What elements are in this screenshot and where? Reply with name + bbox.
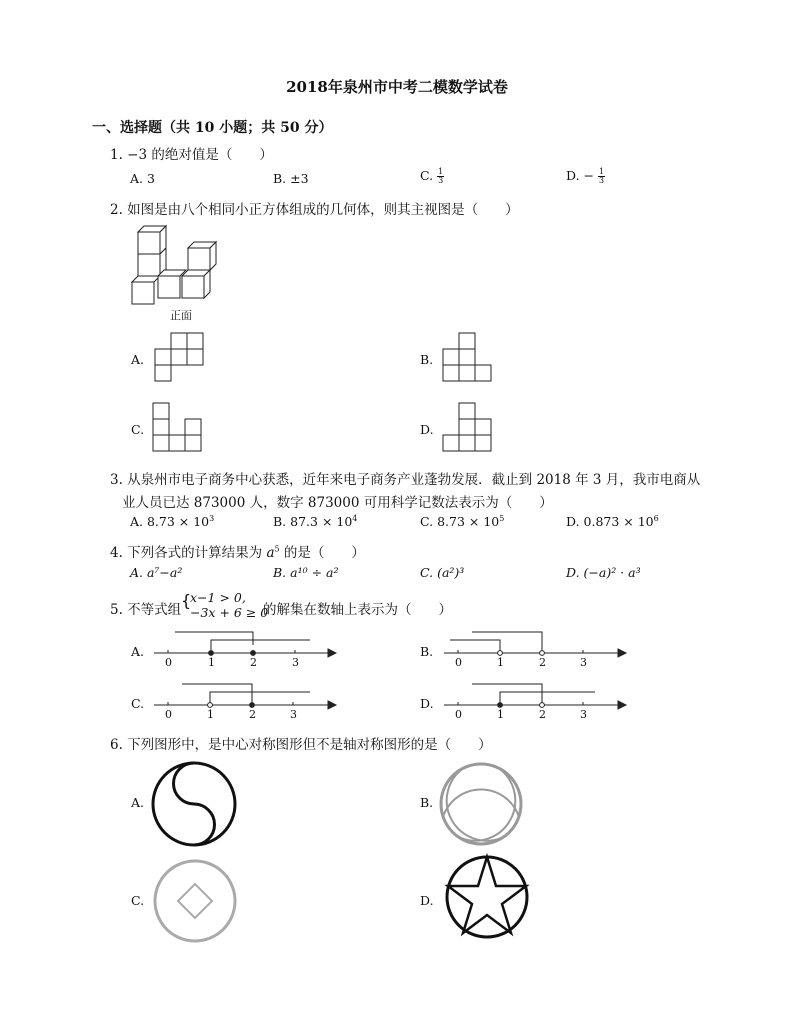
q4-option-d[interactable]: D. (−a)² · a³: [566, 565, 641, 580]
cube-solid-figure: [128, 226, 228, 306]
page-title: 2018年泉州市中考二模数学试卷: [286, 78, 508, 96]
q6-option-a[interactable]: A.: [131, 795, 145, 810]
q3-a-text: A. 8.73 × 10: [130, 514, 210, 530]
q2-option-c-view: [152, 402, 204, 454]
q1-option-c-label: C.: [420, 168, 434, 183]
q3-a-exponent: 3: [209, 514, 215, 523]
q5a-tick-2: 2: [250, 656, 257, 669]
q4-stem-exponent: 5: [274, 544, 280, 554]
q2-option-d-view: [442, 402, 494, 454]
q5b-tick-1: 1: [497, 656, 504, 669]
q3-option-c[interactable]: [420, 514, 504, 529]
q5c-tick-0: 0: [165, 708, 172, 721]
q6-option-c-coin-figure: [152, 858, 238, 944]
q5-option-a-numberline: [150, 628, 340, 670]
q3-option-a[interactable]: [130, 514, 214, 529]
q2-option-a-view: [154, 332, 206, 384]
q6-option-b[interactable]: B.: [420, 795, 434, 810]
question-3-stem-line1: 3. 从泉州市电子商务中心获悉，近年来电子商务产业蓬勃发展．截止到 2018 年 3 月，我市电商从: [110, 472, 701, 488]
q5-option-b-numberline: [440, 628, 630, 670]
q1-c-denominator: 3: [438, 176, 444, 185]
question-2-stem: 2. 如图是由八个相同小正方体组成的几何体，则其主视图是（ ）: [110, 202, 519, 218]
question-3-stem-line2: 业人员已达 873000 人，数字 873000 可用科学记数法表示为（ ）: [122, 495, 553, 511]
q5b-tick-3: 3: [580, 656, 587, 669]
q5-inequality-2: −3x + 6 ≥ 0: [190, 605, 269, 620]
q5d-tick-1: 1: [497, 708, 504, 721]
q2-option-b[interactable]: B.: [420, 352, 434, 367]
q6-option-c[interactable]: C.: [131, 893, 145, 908]
q5a-tick-3: 3: [292, 656, 299, 669]
q5c-tick-3: 3: [290, 708, 297, 721]
front-view-label: 正面: [170, 309, 192, 322]
q6-option-d-star-figure: [444, 854, 530, 940]
q5d-tick-3: 3: [580, 708, 587, 721]
q1-option-a[interactable]: A. 3: [130, 171, 155, 186]
q3-c-exponent: 5: [499, 514, 505, 523]
q2-option-c[interactable]: C.: [131, 422, 145, 437]
q4-option-c[interactable]: C. (a²)³: [420, 565, 465, 580]
q4-option-a[interactable]: A. a⁷−a²: [130, 565, 183, 580]
q6-option-a-yin-yang-figure: [148, 761, 240, 847]
q5-option-a[interactable]: A.: [131, 644, 145, 659]
q2-option-b-view: [442, 332, 494, 384]
q5a-tick-0: 0: [165, 656, 172, 669]
q1-option-b[interactable]: B. ±3: [273, 171, 309, 186]
q3-d-text: D. 0.873 × 10: [566, 514, 654, 530]
q5-brace: {: [181, 591, 192, 610]
q5b-tick-0: 0: [455, 656, 462, 669]
q1-d-numerator: 1: [598, 167, 605, 176]
q3-c-text: C. 8.73 × 10: [420, 514, 500, 530]
question-5-stem-suffix: 的解集在数轴上表示为（ ）: [263, 602, 452, 618]
q1-option-c-fraction: [437, 168, 444, 185]
q5-option-d[interactable]: D.: [420, 696, 434, 711]
q5b-tick-2: 2: [539, 656, 546, 669]
section-heading: 一、选择题（共 10 小题；共 50 分）: [92, 120, 333, 136]
q5d-tick-0: 0: [455, 708, 462, 721]
q1-option-d-fraction: [598, 168, 605, 185]
q2-option-a[interactable]: A.: [131, 352, 145, 367]
q4-option-b[interactable]: B. a¹⁰ ÷ a²: [273, 565, 339, 580]
q3-b-exponent: 4: [352, 514, 358, 523]
q4-stem-prefix: 4. 下列各式的计算结果为: [110, 545, 267, 561]
q5d-tick-2: 2: [539, 708, 546, 721]
q4-stem-suffix: 的是（ ）: [279, 545, 365, 561]
q2-option-d[interactable]: D.: [420, 422, 434, 437]
q1-c-numerator: 1: [438, 167, 444, 176]
q3-b-text: B. 87.3 × 10: [273, 514, 353, 530]
question-1-stem: 1. −3 的绝对值是（ ）: [110, 147, 273, 163]
q3-option-b[interactable]: [273, 514, 357, 529]
q1-option-c[interactable]: [420, 168, 444, 185]
q5-option-d-numberline: [440, 680, 630, 722]
q1-d-denominator: 3: [598, 176, 605, 185]
q3-d-exponent: 6: [653, 514, 659, 523]
q1-option-d[interactable]: [566, 168, 605, 185]
q6-option-b-three-arcs-figure: [438, 762, 524, 846]
question-6-stem: 6. 下列图形中，是中心对称图形但不是轴对称图形的是（ ）: [110, 737, 492, 753]
question-5-stem-prefix: 5. 不等式组: [110, 602, 182, 618]
q5-inequality-1: x−1 > 0,: [190, 590, 246, 605]
q5c-tick-1: 1: [207, 708, 214, 721]
q1-option-d-label: D. −: [566, 168, 594, 183]
q5-option-c-numberline: [150, 680, 340, 722]
q4-stem-variable: a: [266, 545, 275, 561]
q5-option-c[interactable]: C.: [131, 696, 145, 711]
q6-option-d[interactable]: D.: [420, 893, 434, 908]
q5-option-b[interactable]: B.: [420, 644, 434, 659]
question-4-stem: [110, 541, 365, 561]
q5a-tick-1: 1: [208, 656, 215, 669]
q3-option-d[interactable]: [566, 514, 659, 529]
q5c-tick-2: 2: [249, 708, 256, 721]
